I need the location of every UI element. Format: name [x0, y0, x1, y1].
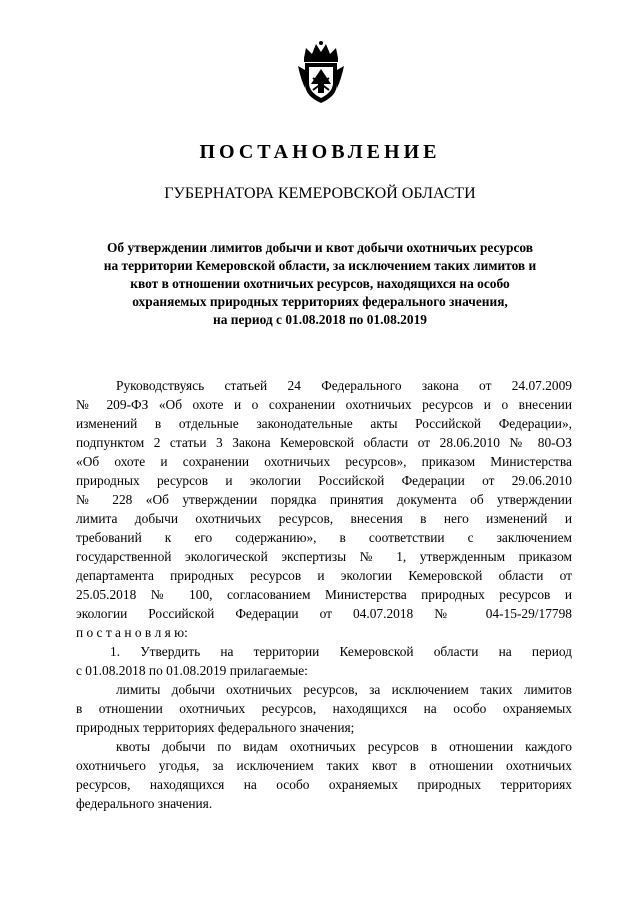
body-line: Руководствуясь статьей 24 Федерального закона от 24.07.2009	[116, 378, 572, 393]
heading-line: квот в отношении охотничьих ресурсов, находящихся на особо	[130, 276, 510, 291]
body-line: 25.05.2018 № 100, согласованием Министерства природных ресурсов и	[76, 587, 572, 602]
heading-line: на период с 01.08.2018 по 01.08.2019	[213, 312, 427, 327]
body-line: «Об охоте и сохранении охотничьих ресурсов», приказом Министерства	[76, 454, 572, 469]
heading-line: на территории Кемеровской области, за исключением таких лимитов и	[103, 258, 537, 273]
body-line: № 228 «Об утверждении порядка принятия документа об утверждении	[76, 492, 572, 507]
body-line: департамента природных ресурсов и экологии Кемеровской области от	[76, 568, 572, 583]
body-line: природных ресурсов и экологии Российской Федерации от 29.06.2010	[76, 473, 572, 488]
body-line: требований к его содержанию», в соответствии с заключением	[76, 530, 572, 545]
document-body	[76, 376, 572, 813]
body-line: ресурсов, находящихся на особо охраняемых природных территориях	[76, 777, 572, 792]
heading-line: охраняемых природных территориях федерального значения,	[132, 294, 508, 309]
body-line: государственной экологической экспертизы № 1, утвержденным приказом	[76, 549, 572, 564]
body-line: федерального значения.	[76, 796, 213, 811]
body-line: охотничьего угодья, за исключением таких квот в отношении охотничьих	[76, 758, 572, 773]
body-line: п о с т а н о в л я ю:	[76, 625, 188, 640]
body-line: изменений в отдельные законодательные акты Российской Федерации»,	[76, 416, 572, 431]
body-line: № 209-ФЗ «Об охоте и о сохранении охотничьих ресурсов и о внесении	[76, 397, 572, 412]
document-issuer: ГУБЕРНАТОРА КЕМЕРОВСКОЙ ОБЛАСТИ	[164, 185, 476, 202]
body-line: с 01.08.2018 по 01.08.2019 прилагаемые:	[76, 663, 308, 678]
body-line: 1. Утвердить на территории Кемеровской области на период	[110, 644, 572, 659]
document-title: ПОСТАНОВЛЕНИЕ	[199, 141, 441, 163]
body-line: лимита добычи охотничьих ресурсов, внесения в него изменений и	[76, 511, 572, 526]
document-heading	[70, 239, 570, 329]
body-line: в отношении охотничьих ресурсов, находящихся на особо охраняемых	[76, 701, 572, 716]
body-line: подпунктом 2 статьи 3 Закона Кемеровской области от 28.06.2010 № 80-ОЗ	[76, 435, 572, 450]
body-line: квоты добычи по видам охотничьих ресурсов в отношении каждого	[116, 739, 572, 754]
body-line: экологии Российской Федерации от 04.07.2018 № 04-15-29/17798	[76, 606, 572, 621]
heading-line: Об утверждении лимитов добычи и квот добычи охотничьих ресурсов	[107, 240, 533, 255]
kemerovo-coat-of-arms-icon	[296, 40, 346, 106]
body-line: лимиты добычи охотничьих ресурсов, за исключением таких лимитов	[116, 682, 572, 697]
body-line: природных территориях федерального значения;	[76, 720, 355, 735]
